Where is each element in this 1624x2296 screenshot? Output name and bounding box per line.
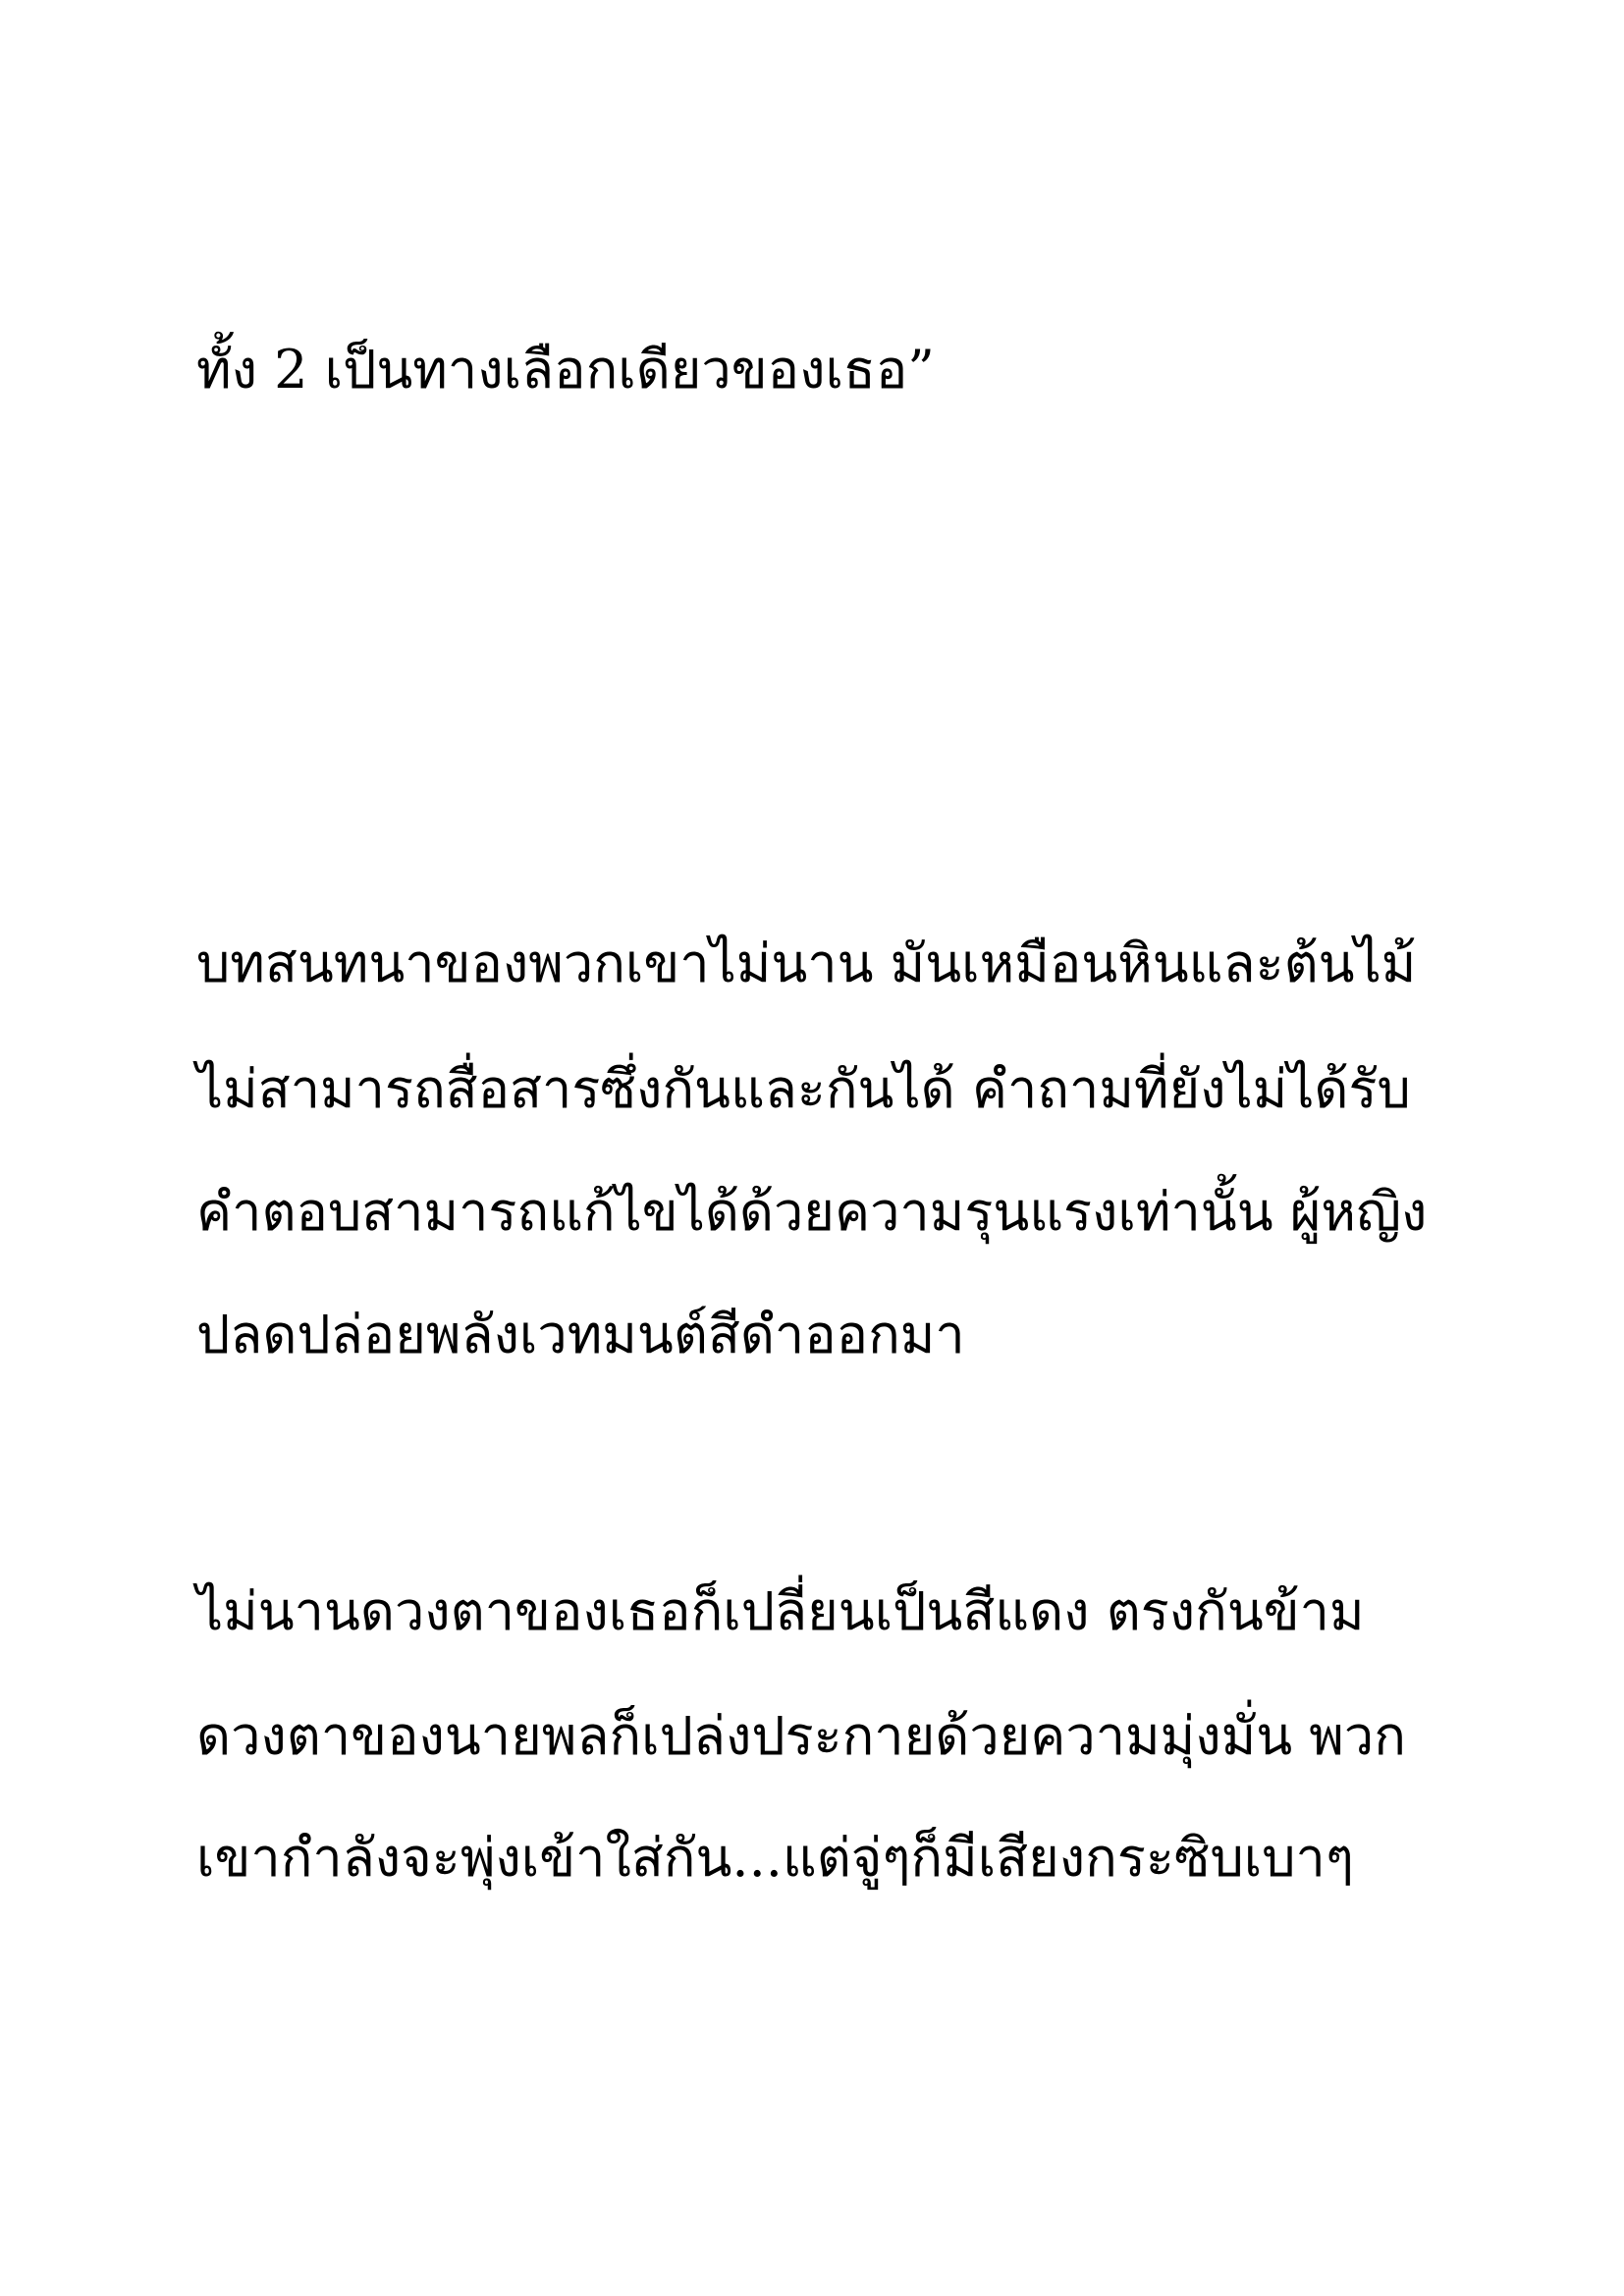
paragraph-3-line-1: ไม่นานดวงตาของเธอก็เปลี่ยนเป็นสีแดง ตรงกันข้าม	[196, 1580, 1365, 1642]
paragraph-2-line-2: ไม่สามารถสื่อสารซึ่งกันและกันได้ คำถามที่ยังไม่ได้รับ	[196, 1058, 1411, 1120]
paragraph-2-line-3: คำตอบสามารถแก้ไขได้ด้วยความรุนแรงเท่านั้น ผู้หญิง	[196, 1181, 1428, 1243]
paragraph-2-line-4: ปลดปล่อยพลังเวทมนต์สีดำออกมา	[196, 1304, 965, 1365]
paragraph-3-line-3: เขากำลังจะพุ่งเข้าใส่กัน...แต่จู่ๆก็มีเสียงกระซิบเบาๆ	[196, 1827, 1354, 1889]
paragraph-1-line-1: ทั้ง 2 เป็นทางเลือกเดียวของเธอ”	[196, 339, 935, 400]
paragraph-3-line-2: ดวงตาของนายพลก็เปล่งประกายด้วยความมุ่งมั่น พวก	[196, 1705, 1406, 1767]
paragraph-2-line-1: บทสนทนาของพวกเขาไม่นาน มันเหมือนหินและต้นไม้	[196, 933, 1417, 994]
